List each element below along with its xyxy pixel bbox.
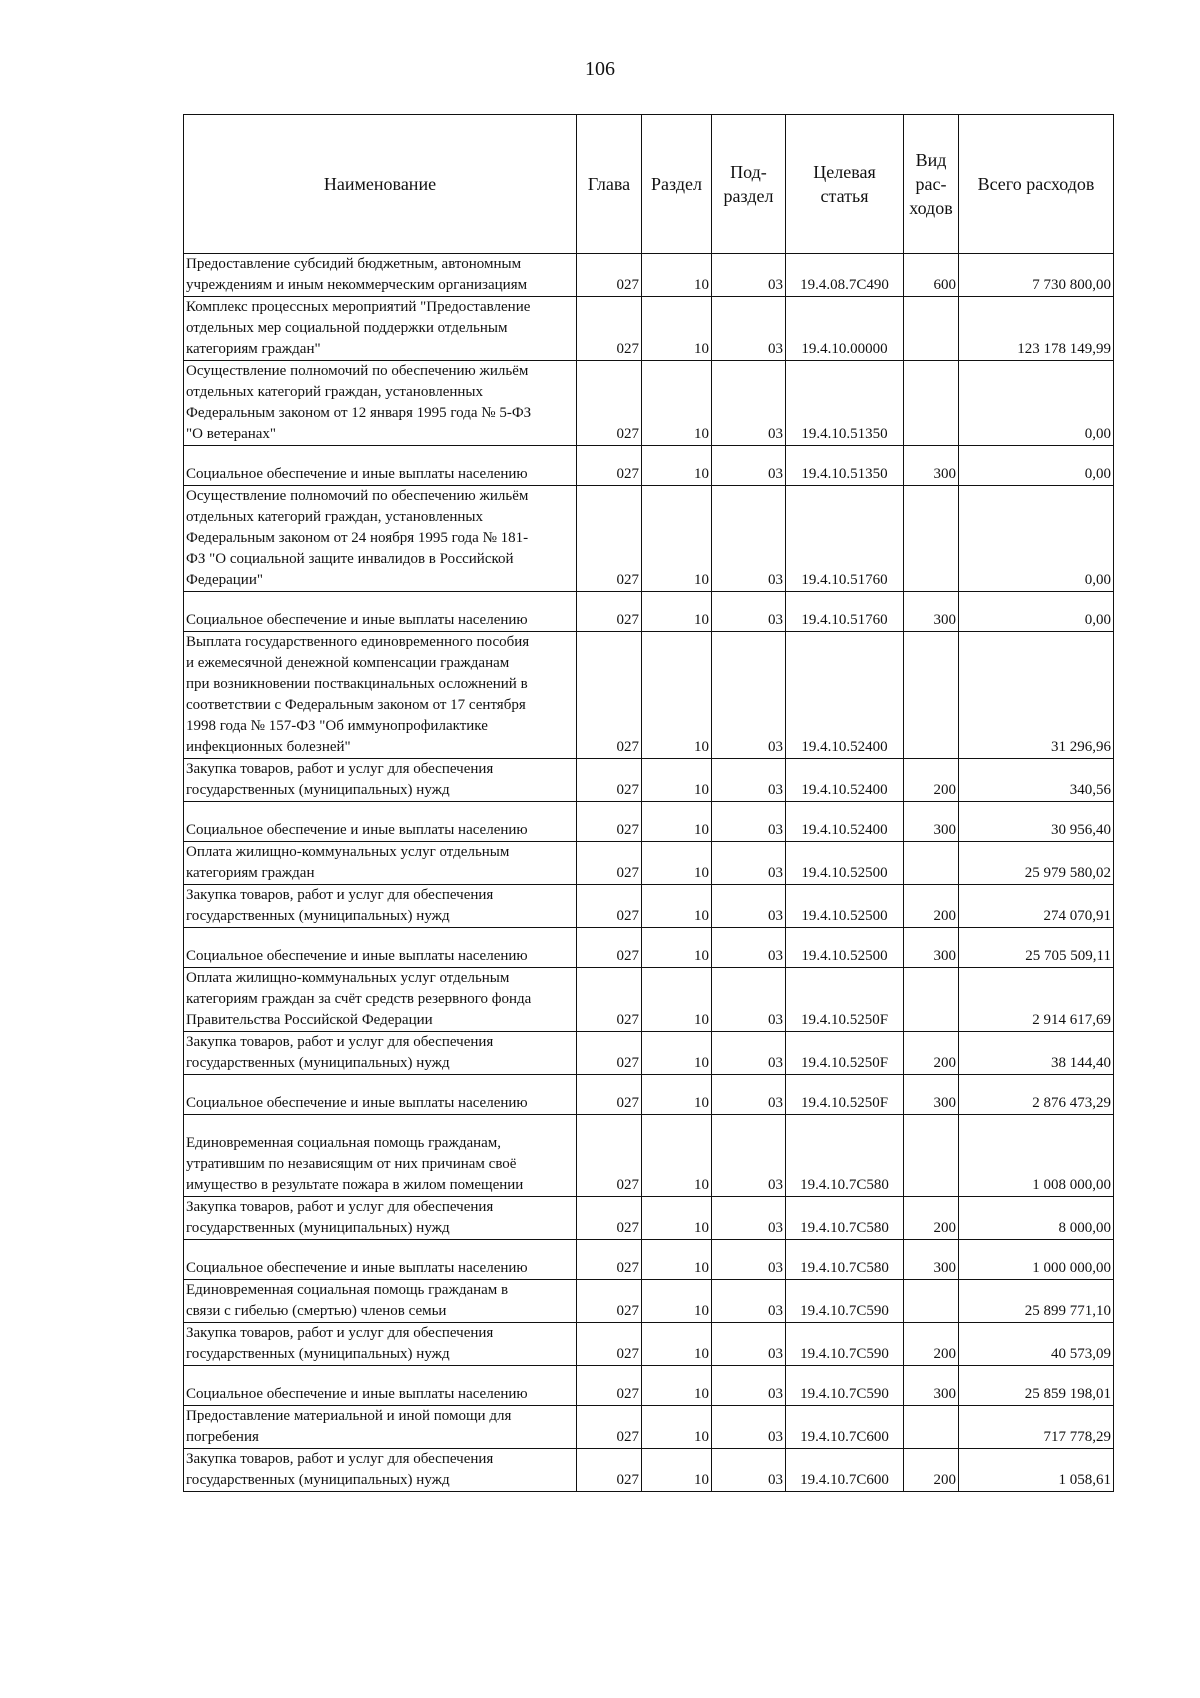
- spacer-cell: [577, 1240, 642, 1259]
- row-podrazdel: 03: [712, 1280, 786, 1323]
- header-podrazdel: Под- раздел: [712, 115, 786, 254]
- row-expense-type: 200: [904, 1449, 959, 1492]
- spacer-cell: [577, 446, 642, 465]
- row-name: Социальное обеспечение и иные выплаты населению: [184, 820, 577, 842]
- spacer-cell: [712, 446, 786, 465]
- table-row: [184, 885, 1114, 928]
- row-total: 40 573,09: [959, 1323, 1114, 1366]
- spacer-cell: [959, 928, 1114, 947]
- spacer-cell: [904, 592, 959, 611]
- row-name: Выплата государственного единовременного пособия и ежемесячной денежной компенсации гражданам при возникновении поствакцинальных осложнений в соответствии с Федеральным законом от 17 сентября 1998 года № 157-ФЗ "Об иммунопрофилактике инфекционных болезней": [184, 632, 577, 759]
- spacer-cell: [786, 1075, 904, 1094]
- table-row: [184, 946, 1114, 968]
- row-expense-type: 300: [904, 820, 959, 842]
- row-expense-type: [904, 1280, 959, 1323]
- row-expense-type: 300: [904, 1093, 959, 1115]
- row-target-article: 19.4.10.52400: [786, 820, 904, 842]
- row-spacer: [184, 592, 1114, 611]
- row-expense-type: 200: [904, 1197, 959, 1240]
- table-row: [184, 361, 1114, 446]
- row-razdel: 10: [642, 1384, 712, 1406]
- header-glava: Глава: [577, 115, 642, 254]
- row-spacer: [184, 1075, 1114, 1094]
- spacer-cell: [786, 1115, 904, 1134]
- row-total: 7 730 800,00: [959, 254, 1114, 297]
- header-total: Всего расходов: [959, 115, 1114, 254]
- spacer-cell: [959, 446, 1114, 465]
- table-row: [184, 610, 1114, 632]
- row-total: 2 914 617,69: [959, 968, 1114, 1032]
- spacer-cell: [712, 1075, 786, 1094]
- row-expense-type: 300: [904, 610, 959, 632]
- row-razdel: 10: [642, 968, 712, 1032]
- row-total: 2 876 473,29: [959, 1093, 1114, 1115]
- row-expense-type: 200: [904, 885, 959, 928]
- row-target-article: 19.4.10.52500: [786, 885, 904, 928]
- spacer-cell: [642, 592, 712, 611]
- spacer-cell: [786, 1366, 904, 1385]
- row-podrazdel: 03: [712, 759, 786, 802]
- header-target-article: Целевая статья: [786, 115, 904, 254]
- spacer-cell: [712, 1366, 786, 1385]
- row-total: 8 000,00: [959, 1197, 1114, 1240]
- spacer-cell: [577, 928, 642, 947]
- row-total: 274 070,91: [959, 885, 1114, 928]
- row-expense-type: 300: [904, 1258, 959, 1280]
- spacer-cell: [184, 446, 577, 465]
- row-glava: 027: [577, 820, 642, 842]
- row-podrazdel: 03: [712, 1133, 786, 1197]
- spacer-cell: [959, 1240, 1114, 1259]
- row-podrazdel: 03: [712, 968, 786, 1032]
- row-razdel: 10: [642, 1197, 712, 1240]
- row-target-article: 19.4.10.7С600: [786, 1406, 904, 1449]
- row-total: 1 008 000,00: [959, 1133, 1114, 1197]
- spacer-cell: [712, 802, 786, 821]
- spacer-cell: [959, 1075, 1114, 1094]
- spacer-cell: [904, 1115, 959, 1134]
- header-name: Наименование: [184, 115, 577, 254]
- spacer-cell: [904, 1366, 959, 1385]
- row-podrazdel: 03: [712, 1032, 786, 1075]
- row-total: 25 859 198,01: [959, 1384, 1114, 1406]
- row-target-article: 19.4.10.52500: [786, 946, 904, 968]
- row-total: 31 296,96: [959, 632, 1114, 759]
- spacer-cell: [712, 1115, 786, 1134]
- row-razdel: 10: [642, 610, 712, 632]
- row-podrazdel: 03: [712, 1258, 786, 1280]
- spacer-cell: [642, 1075, 712, 1094]
- spacer-cell: [642, 928, 712, 947]
- row-target-article: 19.4.10.00000: [786, 297, 904, 361]
- row-glava: 027: [577, 1093, 642, 1115]
- table-row: [184, 1449, 1114, 1492]
- row-glava: 027: [577, 1384, 642, 1406]
- row-razdel: 10: [642, 946, 712, 968]
- spacer-cell: [577, 1075, 642, 1094]
- table-header-row: [184, 115, 1114, 254]
- row-razdel: 10: [642, 254, 712, 297]
- table-row: [184, 968, 1114, 1032]
- row-glava: 027: [577, 632, 642, 759]
- row-razdel: 10: [642, 464, 712, 486]
- table-row: [184, 1032, 1114, 1075]
- row-total: 25 979 580,02: [959, 842, 1114, 885]
- row-expense-type: [904, 632, 959, 759]
- row-target-article: 19.4.10.7С590: [786, 1384, 904, 1406]
- row-name: Предоставление субсидий бюджетным, автономным учреждениям и иным некоммерческим организациям: [184, 254, 577, 297]
- table-row: [184, 1093, 1114, 1115]
- row-glava: 027: [577, 1258, 642, 1280]
- row-razdel: 10: [642, 361, 712, 446]
- spacer-cell: [712, 1240, 786, 1259]
- row-podrazdel: 03: [712, 885, 786, 928]
- row-glava: 027: [577, 1406, 642, 1449]
- row-name: Социальное обеспечение и иные выплаты населению: [184, 946, 577, 968]
- table-row: [184, 1280, 1114, 1323]
- row-expense-type: [904, 486, 959, 592]
- row-razdel: 10: [642, 820, 712, 842]
- row-glava: 027: [577, 885, 642, 928]
- row-target-article: 19.4.10.52400: [786, 759, 904, 802]
- row-name: Социальное обеспечение и иные выплаты населению: [184, 464, 577, 486]
- row-target-article: 19.4.10.7С580: [786, 1197, 904, 1240]
- row-razdel: 10: [642, 486, 712, 592]
- row-expense-type: [904, 968, 959, 1032]
- row-podrazdel: 03: [712, 486, 786, 592]
- row-name: Оплата жилищно-коммунальных услуг отдельным категориям граждан: [184, 842, 577, 885]
- row-expense-type: [904, 361, 959, 446]
- spacer-cell: [712, 592, 786, 611]
- spacer-cell: [904, 1075, 959, 1094]
- spacer-cell: [712, 928, 786, 947]
- row-podrazdel: 03: [712, 464, 786, 486]
- row-target-article: 19.4.10.51350: [786, 464, 904, 486]
- row-total: 123 178 149,99: [959, 297, 1114, 361]
- spacer-cell: [642, 1240, 712, 1259]
- row-expense-type: [904, 1133, 959, 1197]
- spacer-cell: [959, 1115, 1114, 1134]
- row-razdel: 10: [642, 1406, 712, 1449]
- row-expense-type: 300: [904, 946, 959, 968]
- spacer-cell: [786, 802, 904, 821]
- row-razdel: 10: [642, 759, 712, 802]
- spacer-cell: [184, 592, 577, 611]
- spacer-cell: [577, 1115, 642, 1134]
- row-total: 38 144,40: [959, 1032, 1114, 1075]
- row-razdel: 10: [642, 1449, 712, 1492]
- spacer-cell: [577, 592, 642, 611]
- row-glava: 027: [577, 254, 642, 297]
- row-target-article: 19.4.08.7С490: [786, 254, 904, 297]
- row-glava: 027: [577, 297, 642, 361]
- row-target-article: 19.4.10.7С580: [786, 1133, 904, 1197]
- row-total: 25 899 771,10: [959, 1280, 1114, 1323]
- row-total: 0,00: [959, 361, 1114, 446]
- row-total: 25 705 509,11: [959, 946, 1114, 968]
- row-target-article: 19.4.10.5250F: [786, 968, 904, 1032]
- row-spacer: [184, 1366, 1114, 1385]
- table-row: [184, 297, 1114, 361]
- spacer-cell: [642, 446, 712, 465]
- row-name: Закупка товаров, работ и услуг для обеспечения государственных (муниципальных) нужд: [184, 1197, 577, 1240]
- table-row: [184, 486, 1114, 592]
- row-razdel: 10: [642, 1280, 712, 1323]
- spacer-cell: [959, 1366, 1114, 1385]
- row-spacer: [184, 802, 1114, 821]
- row-razdel: 10: [642, 1133, 712, 1197]
- row-target-article: 19.4.10.52400: [786, 632, 904, 759]
- row-target-article: 19.4.10.7С600: [786, 1449, 904, 1492]
- table-row: [184, 254, 1114, 297]
- spacer-cell: [959, 802, 1114, 821]
- row-glava: 027: [577, 610, 642, 632]
- table-row: [184, 820, 1114, 842]
- table-row: [184, 1197, 1114, 1240]
- row-name: Единовременная социальная помощь гражданам, утратившим по независящим от них причинам своё имущество в результате пожара в жилом помещении: [184, 1133, 577, 1197]
- row-glava: 027: [577, 1133, 642, 1197]
- row-podrazdel: 03: [712, 1449, 786, 1492]
- table-row: [184, 1406, 1114, 1449]
- row-podrazdel: 03: [712, 632, 786, 759]
- row-spacer: [184, 446, 1114, 465]
- row-name: Осуществление полномочий по обеспечению жильём отдельных категорий граждан, установленных Федеральным законом от 24 ноября 1995 года № 181- ФЗ "О социальной защите инвалидов в Российской Федерации": [184, 486, 577, 592]
- page-number: 106: [585, 58, 615, 80]
- spacer-cell: [904, 802, 959, 821]
- row-expense-type: [904, 297, 959, 361]
- row-razdel: 10: [642, 1093, 712, 1115]
- spacer-cell: [904, 1240, 959, 1259]
- table-row: [184, 632, 1114, 759]
- spacer-cell: [642, 1366, 712, 1385]
- spacer-cell: [786, 928, 904, 947]
- row-name: Закупка товаров, работ и услуг для обеспечения государственных (муниципальных) нужд: [184, 1032, 577, 1075]
- header-expense-type: Вид рас- ходов: [904, 115, 959, 254]
- row-expense-type: [904, 842, 959, 885]
- row-podrazdel: 03: [712, 610, 786, 632]
- row-glava: 027: [577, 1280, 642, 1323]
- row-podrazdel: 03: [712, 1384, 786, 1406]
- row-podrazdel: 03: [712, 1406, 786, 1449]
- row-spacer: [184, 928, 1114, 947]
- table-row: [184, 1133, 1114, 1197]
- row-glava: 027: [577, 1197, 642, 1240]
- row-razdel: 10: [642, 1258, 712, 1280]
- spacer-cell: [904, 446, 959, 465]
- spacer-cell: [904, 928, 959, 947]
- row-total: 30 956,40: [959, 820, 1114, 842]
- spacer-cell: [786, 446, 904, 465]
- spacer-cell: [786, 592, 904, 611]
- row-razdel: 10: [642, 1323, 712, 1366]
- row-target-article: 19.4.10.7С580: [786, 1258, 904, 1280]
- row-expense-type: 200: [904, 1323, 959, 1366]
- row-expense-type: 300: [904, 464, 959, 486]
- row-glava: 027: [577, 1323, 642, 1366]
- row-name: Осуществление полномочий по обеспечению жильём отдельных категорий граждан, установленных Федеральным законом от 12 января 1995 года № 5-ФЗ "О ветеранах": [184, 361, 577, 446]
- row-glava: 027: [577, 1449, 642, 1492]
- row-glava: 027: [577, 1032, 642, 1075]
- table-row: [184, 1258, 1114, 1280]
- spacer-cell: [642, 802, 712, 821]
- table-row: [184, 464, 1114, 486]
- spacer-cell: [184, 1075, 577, 1094]
- spacer-cell: [786, 1240, 904, 1259]
- row-total: 0,00: [959, 464, 1114, 486]
- row-spacer: [184, 1115, 1114, 1134]
- row-name: Комплекс процессных мероприятий "Предоставление отдельных мер социальной поддержки отдельным категориям граждан": [184, 297, 577, 361]
- spacer-cell: [577, 1366, 642, 1385]
- row-glava: 027: [577, 361, 642, 446]
- spacer-cell: [184, 802, 577, 821]
- table-row: [184, 1323, 1114, 1366]
- row-total: 0,00: [959, 486, 1114, 592]
- row-expense-type: [904, 1406, 959, 1449]
- spacer-cell: [184, 928, 577, 947]
- row-name: Социальное обеспечение и иные выплаты населению: [184, 1258, 577, 1280]
- row-podrazdel: 03: [712, 297, 786, 361]
- row-spacer: [184, 1240, 1114, 1259]
- row-razdel: 10: [642, 632, 712, 759]
- row-name: Закупка товаров, работ и услуг для обеспечения государственных (муниципальных) нужд: [184, 1323, 577, 1366]
- row-total: 1 000 000,00: [959, 1258, 1114, 1280]
- row-expense-type: 200: [904, 759, 959, 802]
- row-target-article: 19.4.10.51350: [786, 361, 904, 446]
- row-glava: 027: [577, 842, 642, 885]
- row-podrazdel: 03: [712, 842, 786, 885]
- row-glava: 027: [577, 759, 642, 802]
- spacer-cell: [184, 1240, 577, 1259]
- row-target-article: 19.4.10.51760: [786, 486, 904, 592]
- row-expense-type: 300: [904, 1384, 959, 1406]
- spacer-cell: [184, 1366, 577, 1385]
- row-name: Оплата жилищно-коммунальных услуг отдельным категориям граждан за счёт средств резервного фонда Правительства Российской Федерации: [184, 968, 577, 1032]
- row-razdel: 10: [642, 885, 712, 928]
- row-podrazdel: 03: [712, 1323, 786, 1366]
- spacer-cell: [577, 802, 642, 821]
- row-target-article: 19.4.10.5250F: [786, 1032, 904, 1075]
- row-razdel: 10: [642, 1032, 712, 1075]
- row-glava: 027: [577, 464, 642, 486]
- spacer-cell: [959, 592, 1114, 611]
- row-glava: 027: [577, 486, 642, 592]
- row-target-article: 19.4.10.51760: [786, 610, 904, 632]
- row-podrazdel: 03: [712, 946, 786, 968]
- row-target-article: 19.4.10.52500: [786, 842, 904, 885]
- row-target-article: 19.4.10.7С590: [786, 1323, 904, 1366]
- row-podrazdel: 03: [712, 361, 786, 446]
- row-name: Социальное обеспечение и иные выплаты населению: [184, 1093, 577, 1115]
- spacer-cell: [642, 1115, 712, 1134]
- row-razdel: 10: [642, 842, 712, 885]
- row-podrazdel: 03: [712, 820, 786, 842]
- row-target-article: 19.4.10.7С590: [786, 1280, 904, 1323]
- table-body: [184, 254, 1114, 1492]
- spacer-cell: [184, 1115, 577, 1134]
- row-target-article: 19.4.10.5250F: [786, 1093, 904, 1115]
- row-name: Социальное обеспечение и иные выплаты населению: [184, 610, 577, 632]
- table-row: [184, 1384, 1114, 1406]
- header-razdel: Раздел: [642, 115, 712, 254]
- row-podrazdel: 03: [712, 1197, 786, 1240]
- row-name: Социальное обеспечение и иные выплаты населению: [184, 1384, 577, 1406]
- table-row: [184, 842, 1114, 885]
- row-total: 1 058,61: [959, 1449, 1114, 1492]
- row-podrazdel: 03: [712, 254, 786, 297]
- row-total: 340,56: [959, 759, 1114, 802]
- row-name: Закупка товаров, работ и услуг для обеспечения государственных (муниципальных) нужд: [184, 759, 577, 802]
- row-expense-type: 600: [904, 254, 959, 297]
- row-expense-type: 200: [904, 1032, 959, 1075]
- row-glava: 027: [577, 968, 642, 1032]
- row-podrazdel: 03: [712, 1093, 786, 1115]
- row-name: Предоставление материальной и иной помощи для погребения: [184, 1406, 577, 1449]
- row-name: Закупка товаров, работ и услуг для обеспечения государственных (муниципальных) нужд: [184, 1449, 577, 1492]
- row-total: 0,00: [959, 610, 1114, 632]
- row-glava: 027: [577, 946, 642, 968]
- row-razdel: 10: [642, 297, 712, 361]
- row-name: Единовременная социальная помощь гражданам в связи с гибелью (смертью) членов семьи: [184, 1280, 577, 1323]
- row-name: Закупка товаров, работ и услуг для обеспечения государственных (муниципальных) нужд: [184, 885, 577, 928]
- table-row: [184, 759, 1114, 802]
- row-total: 717 778,29: [959, 1406, 1114, 1449]
- budget-table: [183, 114, 1114, 1492]
